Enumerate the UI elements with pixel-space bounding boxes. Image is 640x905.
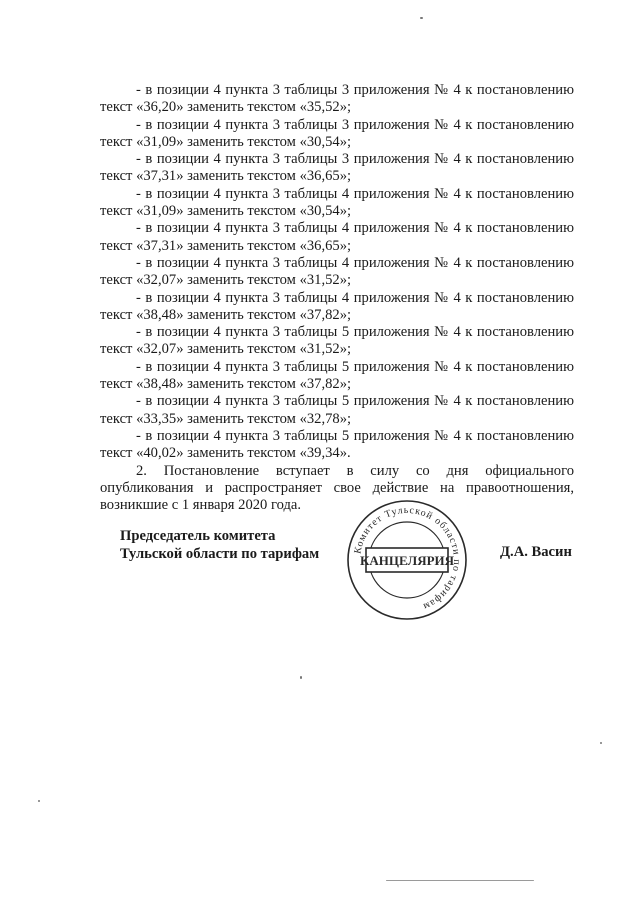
amendment-item xyxy=(100,151,574,186)
signatory-title xyxy=(120,527,319,563)
scan-speck xyxy=(600,742,602,744)
amendment-line-1: - в позиции 4 пункта 3 таблицы 3 приложения № 4 к постановлению xyxy=(136,82,574,98)
amendment-item xyxy=(100,290,574,325)
amendment-item xyxy=(100,255,574,290)
amendment-item xyxy=(100,117,574,152)
amendment-line-2: текст «40,02» заменить текстом «39,34». xyxy=(100,445,351,462)
document-body xyxy=(100,82,574,514)
amendment-line-1: - в позиции 4 пункта 3 таблицы 5 приложения № 4 к постановлению xyxy=(136,427,574,444)
amendment-item xyxy=(100,220,574,255)
amendment-line-2: текст «32,07» заменить текстом «31,52»; xyxy=(100,341,352,358)
amendment-line-2: текст «38,48» заменить текстом «37,82»; xyxy=(100,376,352,393)
scan-edge-line xyxy=(386,880,534,881)
amendment-line-1: - в позиции 4 пункта 3 таблицы 3 приложения № 4 к постановлению xyxy=(136,116,574,133)
amendment-line-2: текст «36,20» заменить текстом «35,52»; xyxy=(100,99,352,116)
amendment-line-2: текст «37,31» заменить текстом «36,65»; xyxy=(100,237,352,254)
signatory-title-line-2: Тульской области по тарифам xyxy=(120,546,320,562)
amendment-line-1: - в позиции 4 пункта 3 таблицы 3 приложения № 4 к постановлению xyxy=(136,151,574,168)
amendment-line-2: текст «38,48» заменить текстом «37,82»; xyxy=(100,306,352,323)
amendment-line-1: - в позиции 4 пункта 3 таблицы 4 приложения № 4 к постановлению xyxy=(136,220,574,237)
amendment-list xyxy=(100,82,574,463)
effective-date-paragraph: 2. Постановление вступает в силу со дня официального опубликования и распространяет свое действие на правоотношения, возникшие с 1 января 2020 года. xyxy=(100,462,574,514)
stamp-ring-text: Комитет Тульской области по тарифам xyxy=(352,504,463,613)
signatory-name: Д.А. Васин xyxy=(500,544,572,560)
amendment-line-2: текст «31,09» заменить текстом «30,54»; xyxy=(100,203,352,220)
amendment-item xyxy=(100,186,574,221)
amendment-line-1: - в позиции 4 пункта 3 таблицы 4 приложения № 4 к постановлению xyxy=(136,185,574,202)
amendment-line-1: - в позиции 4 пункта 3 таблицы 5 приложения № 4 к постановлению xyxy=(136,393,574,410)
amendment-line-1: - в позиции 4 пункта 3 таблицы 5 приложения № 4 к постановлению xyxy=(136,324,574,341)
amendment-line-2: текст «32,07» заменить текстом «31,52»; xyxy=(100,272,352,289)
office-stamp xyxy=(344,497,470,623)
signatory-title-line-1: Председатель комитета xyxy=(120,528,276,544)
amendment-line-1: - в позиции 4 пункта 3 таблицы 4 приложения № 4 к постановлению xyxy=(136,254,574,271)
amendment-line-2: текст «31,09» заменить текстом «30,54»; xyxy=(100,133,352,150)
amendment-line-2: текст «33,35» заменить текстом «32,78»; xyxy=(100,410,352,427)
amendment-item xyxy=(100,428,574,463)
scan-speck xyxy=(300,676,302,679)
amendment-item xyxy=(100,393,574,428)
amendment-item xyxy=(100,82,574,117)
amendment-line-2: текст «37,31» заменить текстом «36,65»; xyxy=(100,168,352,185)
scan-speck xyxy=(420,17,423,19)
amendment-item xyxy=(100,359,574,394)
stamp-center-text: КАНЦЕЛЯРИЯ xyxy=(359,553,455,568)
amendment-line-1: - в позиции 4 пункта 3 таблицы 5 приложения № 4 к постановлению xyxy=(136,358,574,375)
amendment-item xyxy=(100,324,574,359)
amendment-line-1: - в позиции 4 пункта 3 таблицы 4 приложения № 4 к постановлению xyxy=(136,289,574,306)
scan-speck xyxy=(38,800,40,802)
